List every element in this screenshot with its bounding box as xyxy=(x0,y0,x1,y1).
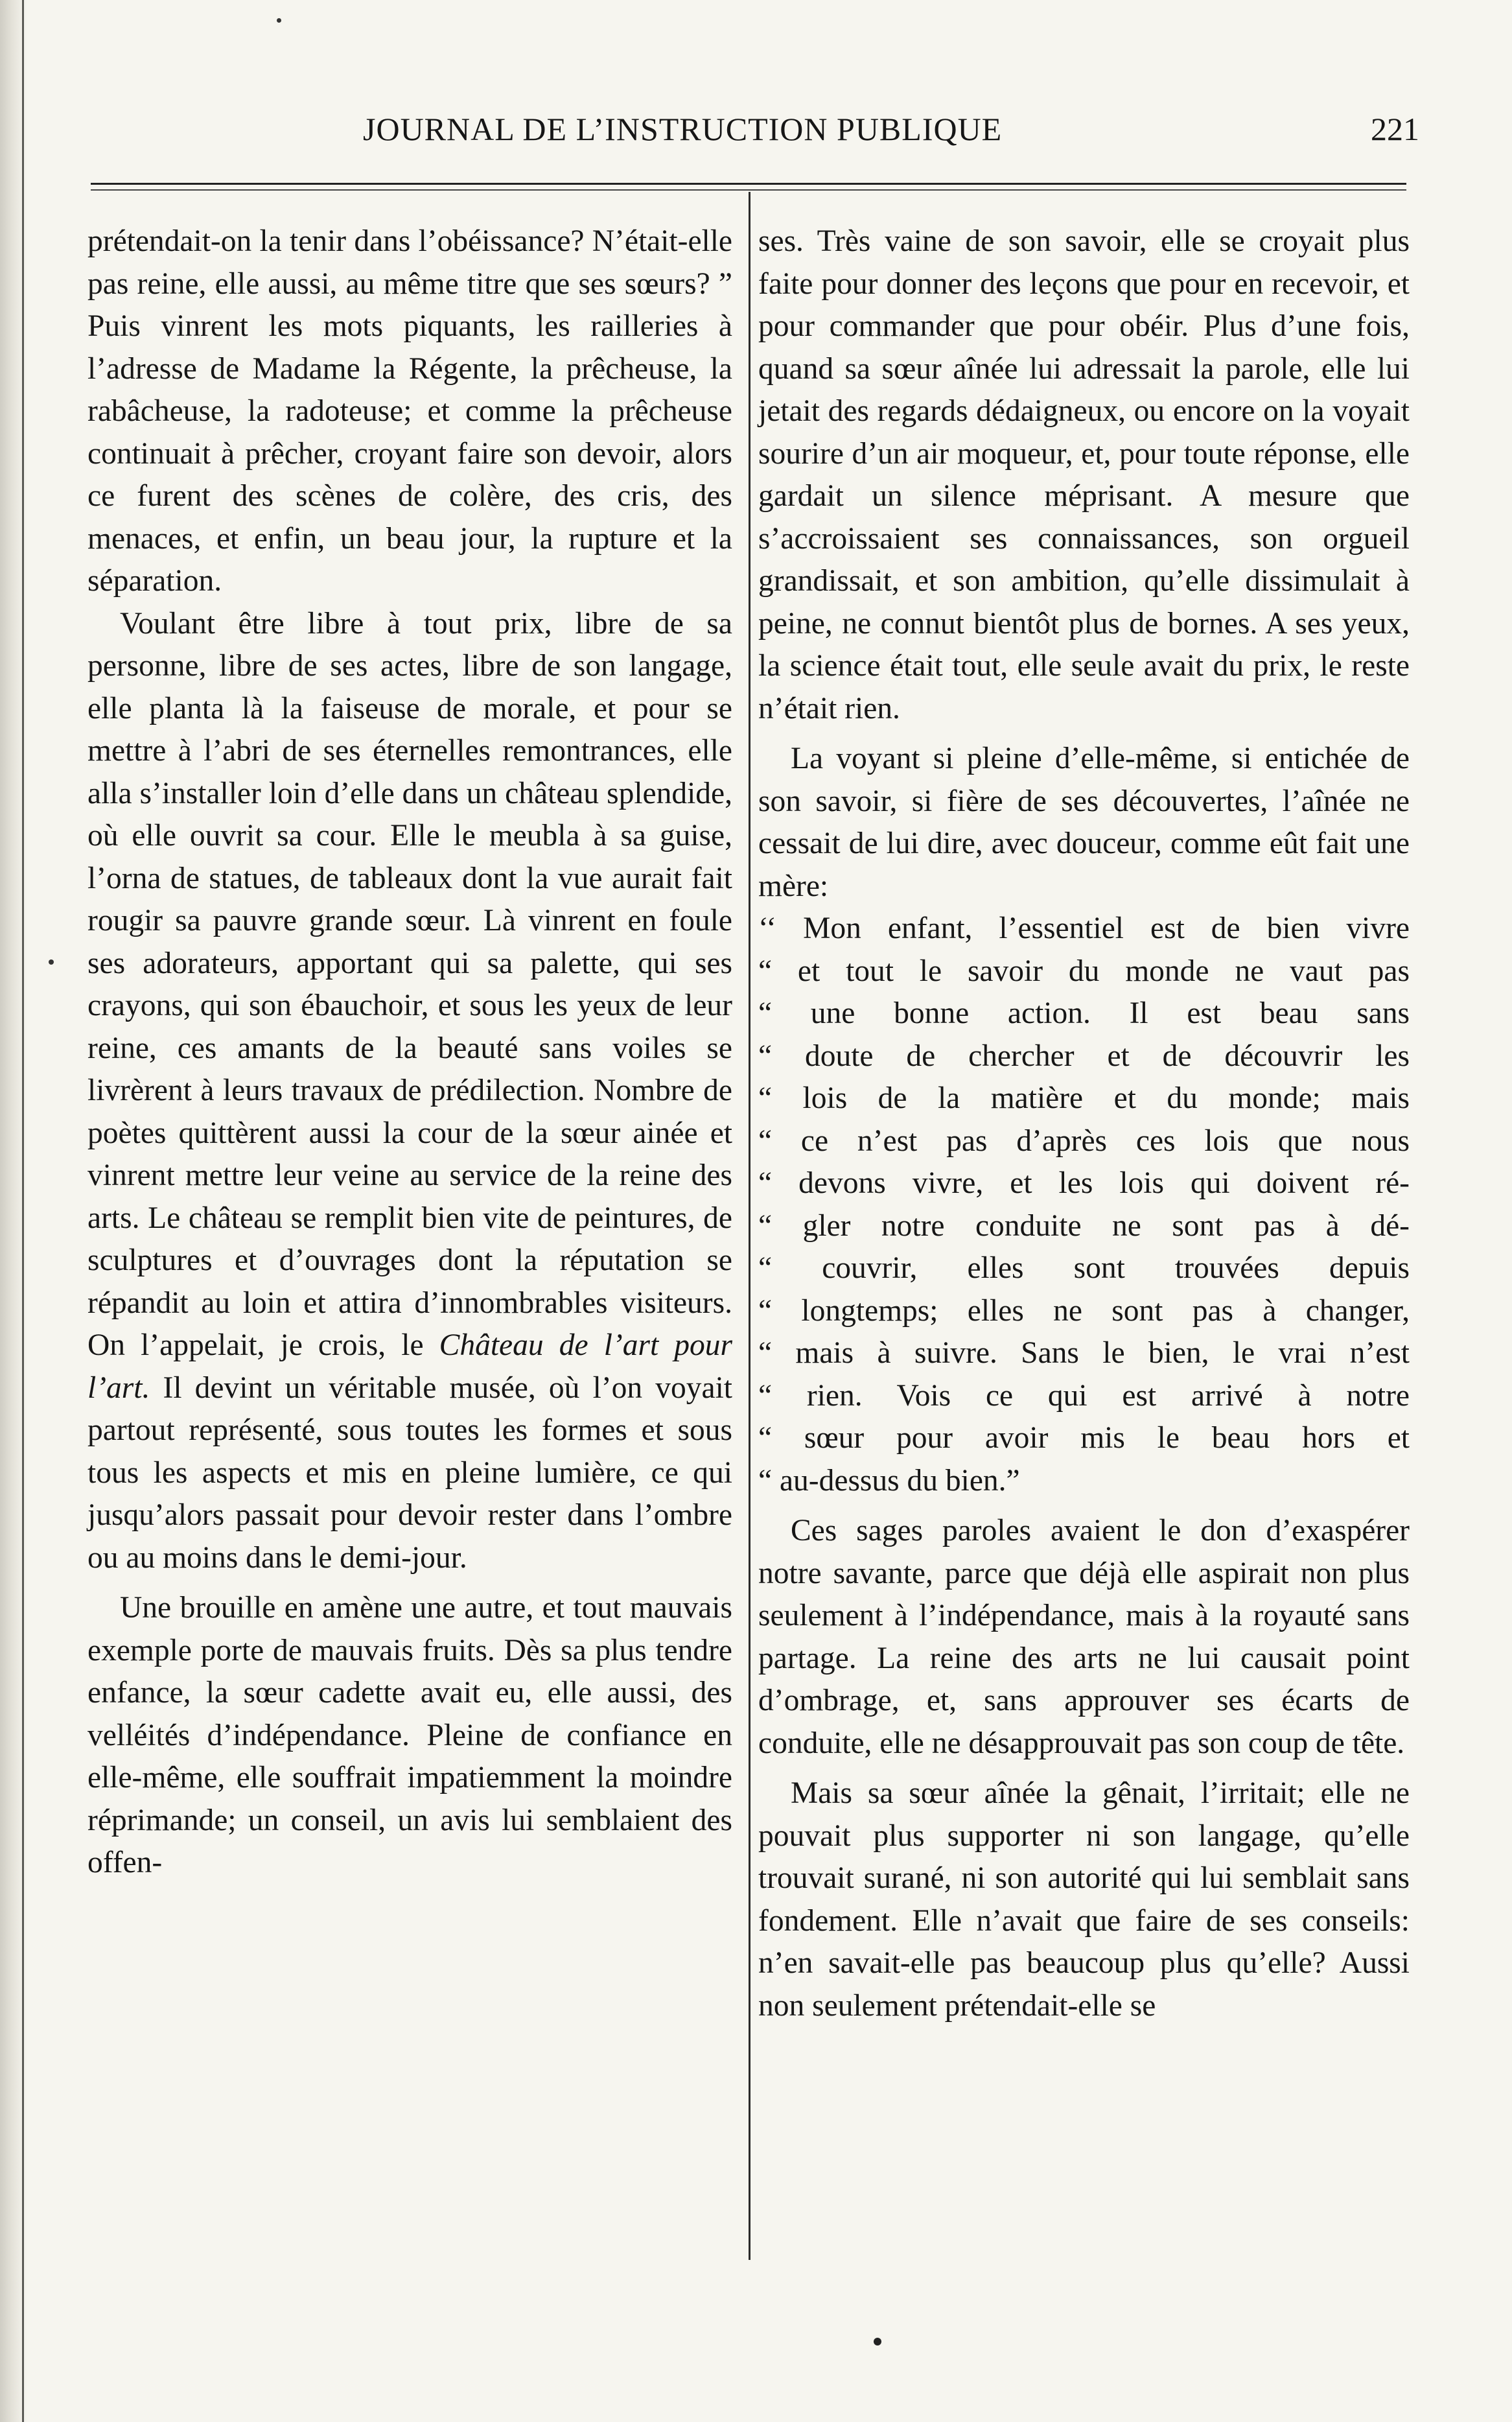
quotation xyxy=(758,908,1410,1502)
quote-line: “ une bonne action. Il est beau sans xyxy=(758,996,1410,1030)
quote-line: “ lois de la matière et du monde; mais xyxy=(758,1081,1410,1115)
paragraph: ses. Très vaine de son savoir, elle se croyait plus faite pour donner des leçons que pour en recevoir, et pour commander que pour obéir. Plus d’une fois, quand sa sœur aînée lui adressait la parole, elle lui jetait des regards dédaigneux, ou encore on la voyait sourire d’un air moqueur, et, pour toute réponse, elle gardait un silence méprisant. A mesure que s’accroissaient ses connaissances, son orgueil grandissait, et son ambition, qu’elle dissimulait à peine, ne connut bientôt plus de bornes. A ses yeux, la science était tout, elle seule avait du prix, le reste n’était rien. xyxy=(758,224,1410,725)
paragraph: Ces sages paroles avaient le don d’exaspérer notre savante, parce que déjà elle aspirait non plus seulement à l’indépendance, mais à la royauté sans partage. La reine des arts ne lui causait point d’ombrage, et, sans approuver ses écarts de conduite, elle ne désapprouvait pas son coup de tête. xyxy=(758,1514,1410,1760)
binding-edge-line xyxy=(22,0,24,2422)
page-number: 221 xyxy=(1371,111,1419,147)
italic-title: Château de l’art pour l’art. xyxy=(87,1328,732,1405)
column-divider xyxy=(749,192,750,2260)
paragraph: La voyant si pleine d’elle-même, si entichée de son savoir, si fière de ses découvertes, l’aînée ne cessait de lui dire, avec douceur, comme eût fait une mère: xyxy=(758,742,1410,903)
quote-line: “ et tout le savoir du monde ne vaut pas xyxy=(758,954,1410,988)
quote-line: “ longtemps; elles ne sont pas à changer, xyxy=(758,1293,1410,1328)
right-column xyxy=(758,220,1410,2027)
paragraph: prétendait-on la tenir dans l’obéissance? N’était-elle pas reine, elle aussi, au même titre que ses sœurs? ” Puis vinrent les mots piquants, les railleries à l’adresse de Madame la Régente, la prêcheuse, la rabâcheuse, la radoteuse; et comme la prêcheuse continuait à prêcher, croyant faire son devoir, alors ce furent des scènes de colère, des cris, des menaces, et enfin, un beau jour, la rupture et la séparation. xyxy=(87,224,732,598)
paragraph xyxy=(87,603,732,1580)
quote-line: “ doute de chercher et de découvrir les xyxy=(758,1039,1410,1073)
paragraph: Mais sa sœur aînée la gênait, l’irritait; elle ne pouvait plus supporter ni son langage, qu’elle trouvait surané, ni son autorité qui lui semblait sans fondement. Elle n’avait que faire de ses conseils: n’en savait-elle pas beaucoup plus qu’elle? Aussi non seulement prétendait-elle se xyxy=(758,1776,1410,2023)
paragraph-text: Voulant être libre à tout prix, libre de sa personne, libre de ses actes, libre de son langage, elle planta là la faiseuse de morale, et pour se mettre à l’abri de ses éternelles remontrances, elle alla s’installer loin d’elle dans un château splendide, où elle ouvrit sa cour. Elle le meubla à sa guise, l’orna de statues, de tableaux dont la vue aurait fait rougir sa pauvre grande sœur. Là vinrent en foule ses adorateurs, apportant qui sa palette, qui ses crayons, qui son ébauchoir, et sous les yeux de leur reine, ces amants de la beauté sans voiles se livrèrent à leurs travaux de prédilection. Nombre de poètes quittèrent aussi la cour de la sœur ainée et vinrent mettre leur veine au service de la reine des arts. Le château se remplit bien vite de peintures, de sculptures et d’ouvrages dont la réputation se répandit au loin et attira d’innombrables visiteurs. On l’appelait, je crois, le xyxy=(87,606,732,1362)
running-title: JOURNAL DE L’INSTRUCTION PUBLIQUE xyxy=(363,111,1003,147)
header-rule-secondary xyxy=(91,189,1406,191)
ink-speck xyxy=(49,959,54,965)
header-rule xyxy=(91,183,1406,185)
quote-line: “ ce n’est pas d’après ces lois que nous xyxy=(758,1123,1410,1158)
quote-line: “ sœur pour avoir mis le beau hors et xyxy=(758,1421,1410,1455)
quote-line: “ rien. Vois ce qui est arrivé à notre xyxy=(758,1378,1410,1413)
printer-mark xyxy=(874,2338,881,2346)
quote-line: “ au-dessus du bien.” xyxy=(758,1463,1020,1498)
page-header xyxy=(363,110,1419,162)
ink-speck xyxy=(277,18,281,23)
quote-line: “ couvrir, elles sont trouvées depuis xyxy=(758,1251,1410,1285)
quote-line: “ mais à suivre. Sans le bien, le vrai n’est xyxy=(758,1336,1410,1370)
left-column xyxy=(87,220,732,1885)
quote-line: “ devons vivre, et les lois qui doivent ré- xyxy=(758,1166,1410,1200)
quote-line: “ gler notre conduite ne sont pas à dé- xyxy=(758,1208,1410,1243)
paragraph-text: Il devint un véritable musée, où l’on voyait partout représenté, sous toutes les formes et sous tous les aspects et mis en pleine lumière, ce qui jusqu’alors passait pour devoir rester dans l’ombre ou au moins dans le demi-jour. xyxy=(87,1370,732,1575)
paragraph: Une brouille en amène une autre, et tout mauvais exemple porte de mauvais fruits. Dès sa plus tendre enfance, la sœur cadette avait eu, elle aussi, des velléités d’indépendance. Pleine de confiance en elle-même, elle souffrait impatiemment la moindre réprimande; un conseil, un avis lui semblaient des offen- xyxy=(87,1591,732,1879)
quote-line: ‘‘ Mon enfant, l’essentiel est de bien vivre xyxy=(758,911,1410,945)
